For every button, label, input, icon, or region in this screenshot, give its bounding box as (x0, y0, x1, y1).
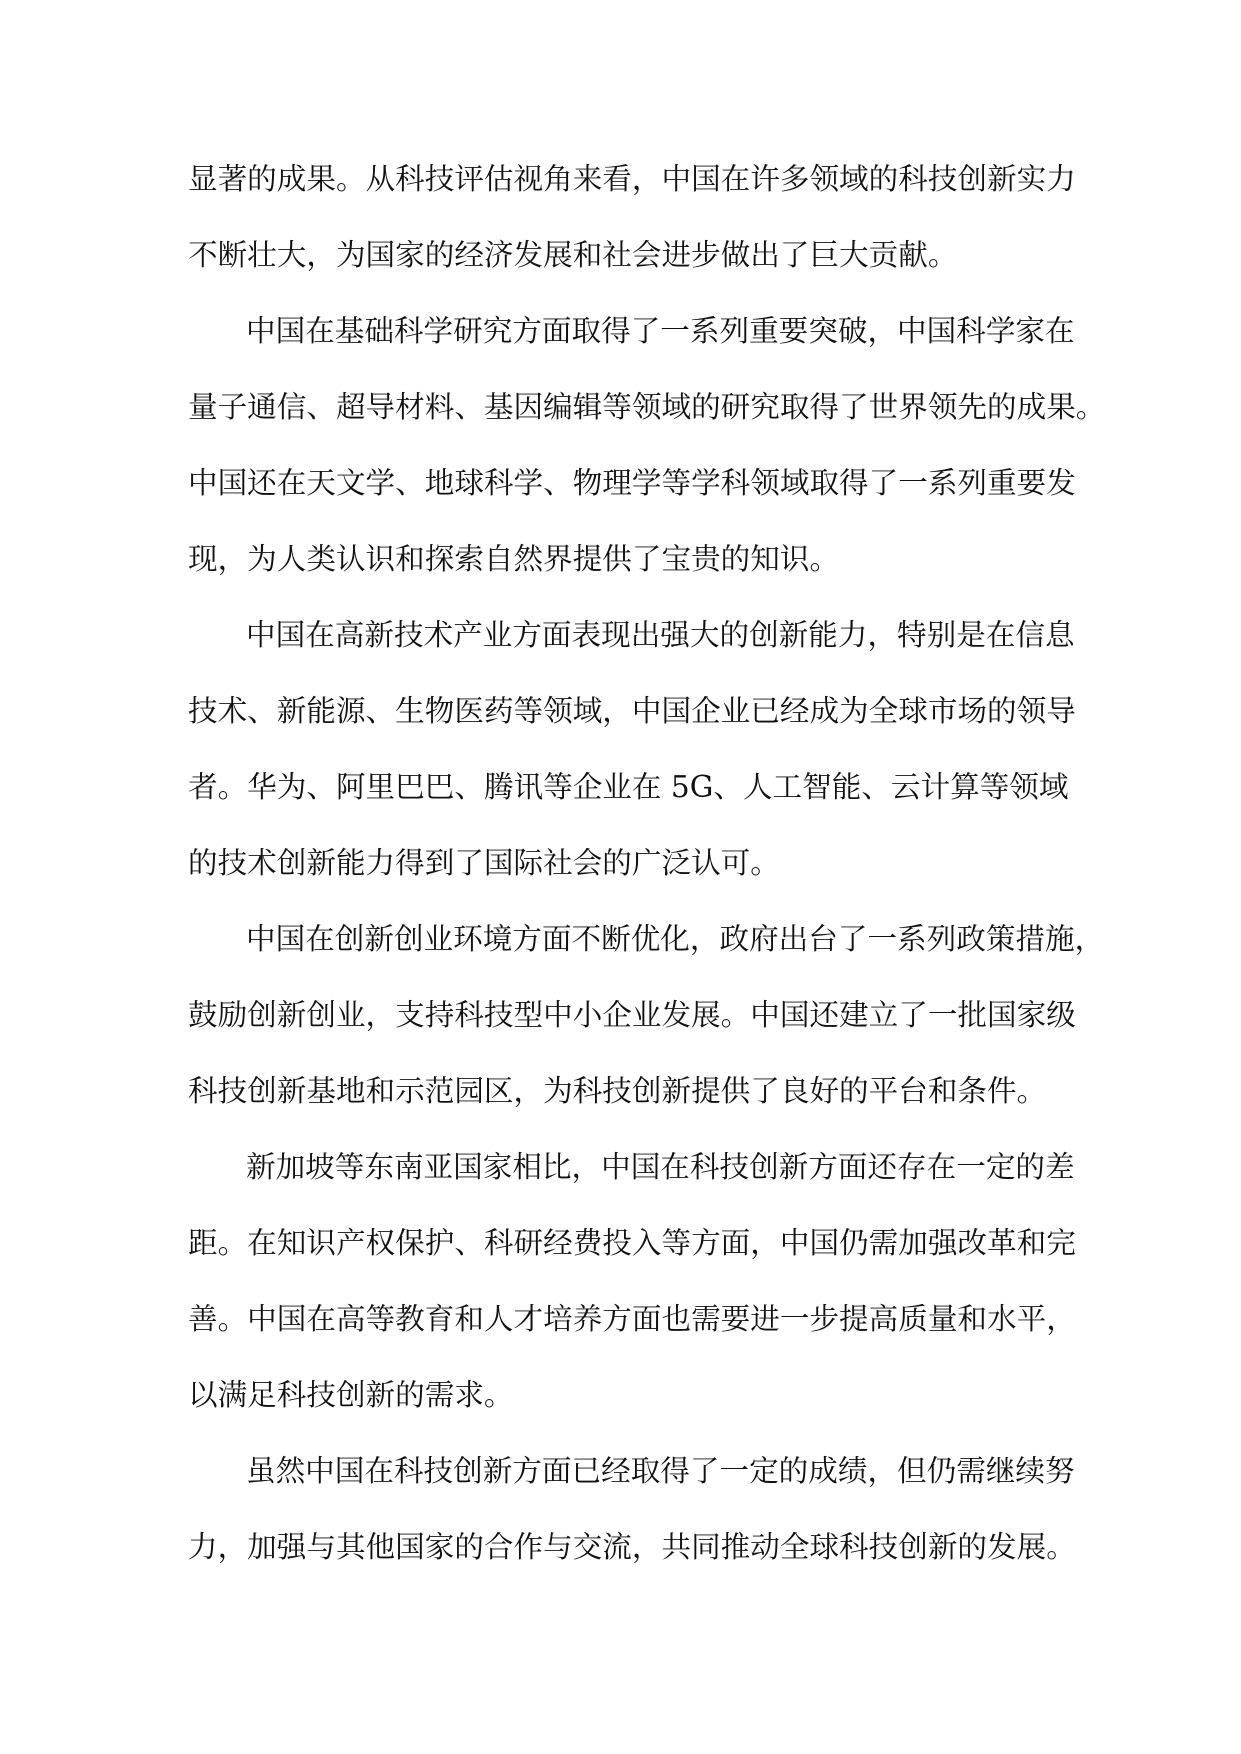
text-line: 距。在知识产权保护、科研经费投入等方面，中国仍需加强改革和完 (188, 1226, 1076, 1260)
paragraph-start-line: 虽然中国在科技创新方面已经取得了一定的成绩，但仍需继续努 (246, 1454, 1075, 1488)
paragraph-start-line: 中国在基础科学研究方面取得了一系列重要突破，中国科学家在 (246, 314, 1075, 348)
paragraph-start-line: 新加坡等东南亚国家相比，中国在科技创新方面还存在一定的差 (246, 1150, 1075, 1184)
text-line: 不断壮大，为国家的经济发展和社会进步做出了巨大贡献。 (188, 238, 958, 272)
text-line: 中国还在天文学、地球科学、物理学等学科领域取得了一系列重要发 (188, 466, 1076, 500)
body-text (188, 141, 1106, 1585)
text-line: 力，加强与其他国家的合作与交流，共同推动全球科技创新的发展。 (188, 1530, 1076, 1564)
text-line: 量子通信、超导材料、基因编辑等领域的研究取得了世界领先的成果。 (188, 390, 1106, 424)
text-line: 科技创新基地和示范园区，为科技创新提供了良好的平台和条件。 (188, 1074, 1047, 1108)
text-line: 显著的成果。从科技评估视角来看，中国在许多领域的科技创新实力 (188, 162, 1076, 196)
text-line: 的技术创新能力得到了国际社会的广泛认可。 (188, 846, 780, 880)
text-line: 技术、新能源、生物医药等领域，中国企业已经成为全球市场的领导 (188, 694, 1076, 728)
paragraph-start-line: 中国在高新技术产业方面表现出强大的创新能力，特别是在信息 (246, 618, 1075, 652)
text-line: 者。华为、阿里巴巴、腾讯等企业在 5G、人工智能、云计算等领域 (188, 770, 1069, 804)
text-line: 鼓励创新创业，支持科技型中小企业发展。中国还建立了一批国家级 (188, 998, 1076, 1032)
text-line: 善。中国在高等教育和人才培养方面也需要进一步提高质量和水平， (188, 1302, 1076, 1336)
text-line: 以满足科技创新的需求。 (188, 1378, 514, 1412)
paragraph-start-line: 中国在创新创业环境方面不断优化，政府出台了一系列政策措施， (246, 922, 1105, 956)
text-line: 现，为人类认识和探索自然界提供了宝贵的知识。 (188, 542, 840, 576)
